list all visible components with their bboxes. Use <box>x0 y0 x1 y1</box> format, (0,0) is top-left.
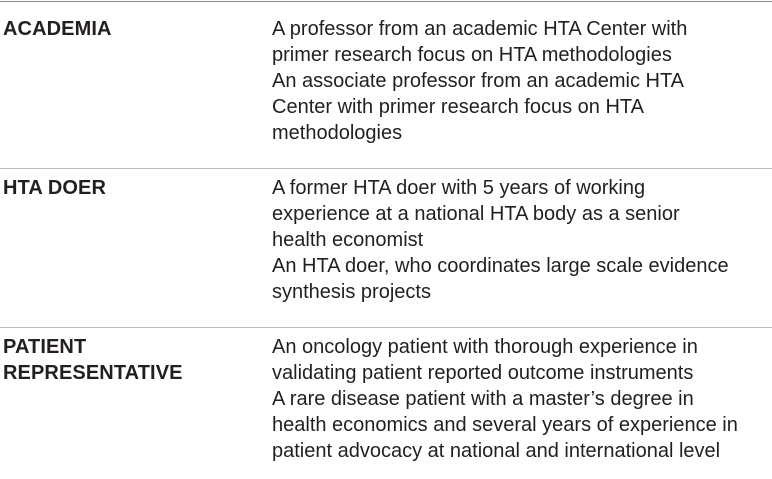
description-line: synthesis projects <box>272 281 431 303</box>
description-line: An HTA doer, who coordinates large scale evidence <box>272 255 729 277</box>
description-line: health economics and several years of experience in <box>272 414 738 436</box>
table-top-rule <box>0 1 772 2</box>
description-line: A professor from an academic HTA Center with <box>272 18 688 40</box>
description-line: patient advocacy at national and international level <box>272 440 721 462</box>
description-line: An oncology patient with thorough experience in <box>272 336 698 358</box>
description-line: validating patient reported outcome instruments <box>272 362 694 384</box>
description-line: A rare disease patient with a master’s degree in <box>272 388 694 410</box>
description-line: primer research focus on HTA methodologies <box>272 44 672 66</box>
description-line: Center with primer research focus on HTA <box>272 96 644 118</box>
description-line: experience at a national HTA body as a senior <box>272 203 680 225</box>
description-line: An associate professor from an academic HTA <box>272 70 685 92</box>
description-line: health economist <box>272 229 424 251</box>
category-label: REPRESENTATIVE <box>3 362 183 384</box>
category-cell <box>3 334 263 386</box>
row-divider <box>0 327 772 328</box>
description-cell <box>272 334 772 464</box>
description-line: A former HTA doer with 5 years of working <box>272 177 646 199</box>
category-cell <box>3 16 263 42</box>
category-label: PATIENT <box>3 336 87 358</box>
description-line: methodologies <box>272 122 403 144</box>
description-cell <box>272 175 772 305</box>
category-cell <box>3 175 263 201</box>
description-cell <box>272 16 772 146</box>
category-label: ACADEMIA <box>3 18 112 40</box>
row-divider <box>0 168 772 169</box>
category-label: HTA DOER <box>3 177 107 199</box>
